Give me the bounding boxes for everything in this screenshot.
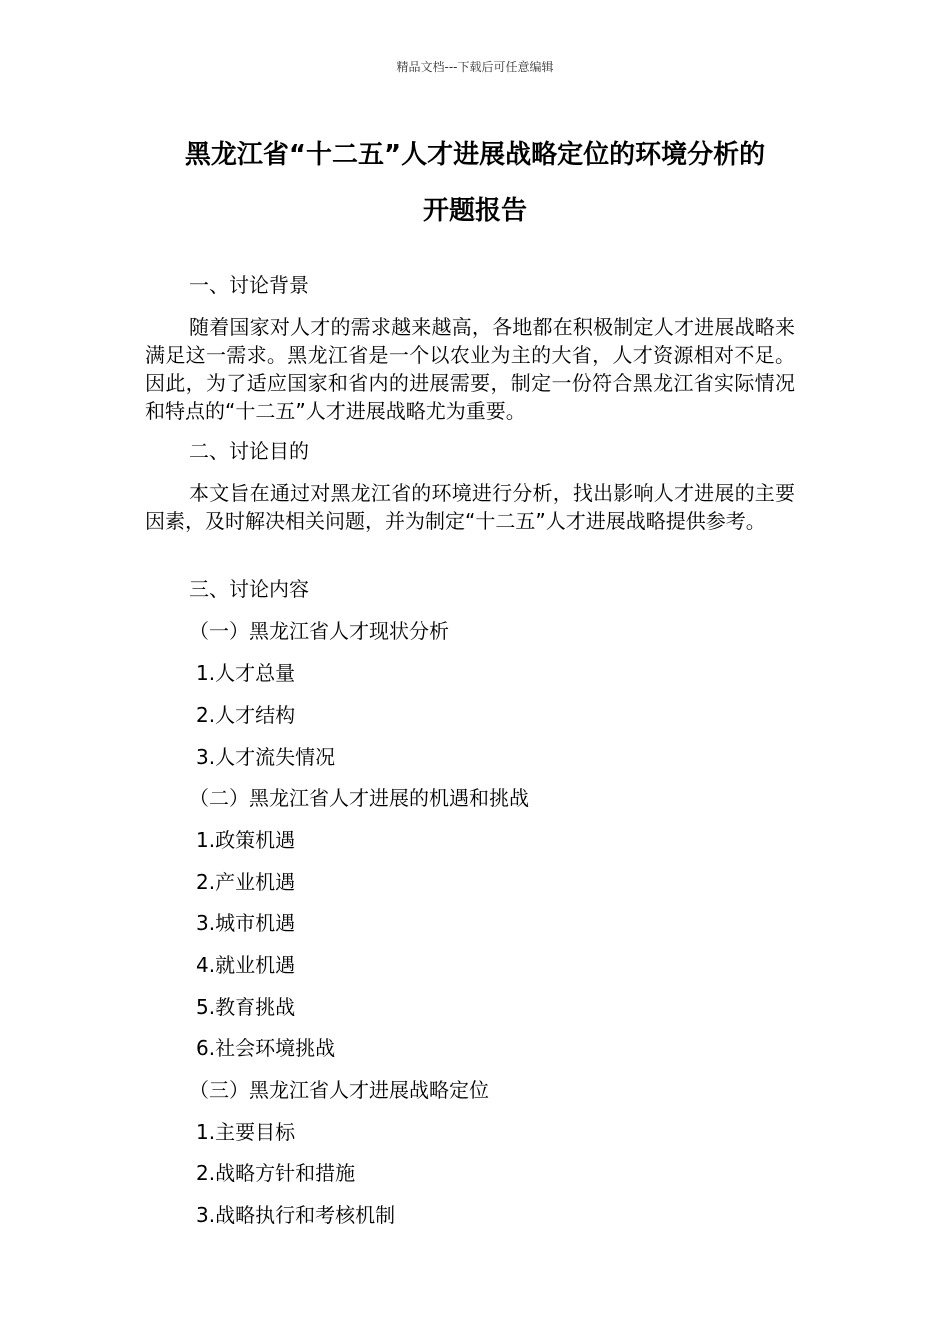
subsection-title-strategy: （三）黑龙江省人才进展战略定位 xyxy=(189,1078,489,1102)
paragraph-background: 随着国家对人才的需求越来越高，各地都在积极制定人才进展战略来满足这一需求。黑龙江省是一个以农业为主的大省，人才资源相对不足。因此，为了适应国家和省内的进展需要，制定一份符合黑龙江省实际情况和特点的“十二五”人才进展战略尤为重要。 xyxy=(145,315,795,423)
list-item: 1.人才总量 xyxy=(196,661,296,685)
list-item: 1.主要目标 xyxy=(196,1120,296,1144)
list-item: 1.政策机遇 xyxy=(196,828,296,852)
section-heading-purpose: 二、讨论目的 xyxy=(189,439,309,463)
section-heading-content: 三、讨论内容 xyxy=(189,577,309,601)
list-item: 3.人才流失情况 xyxy=(196,745,336,769)
subsection-title-status: （一）黑龙江省人才现状分析 xyxy=(189,619,449,643)
list-item: 3.战略执行和考核机制 xyxy=(196,1203,396,1227)
header-note: 精品文档---下载后可任意编辑 xyxy=(396,60,554,74)
document-title-line-2: 开题报告 xyxy=(422,196,527,226)
list-item: 2.战略方针和措施 xyxy=(196,1161,356,1185)
paragraph-purpose: 本文旨在通过对黑龙江省的环境进行分析，找出影响人才进展的主要因素，及时解决相关问题，并为制定“十二五”人才进展战略提供参考。 xyxy=(145,481,795,533)
list-item: 2.产业机遇 xyxy=(196,870,296,894)
list-item: 3.城市机遇 xyxy=(196,911,296,935)
list-item: 6.社会环境挑战 xyxy=(196,1036,336,1060)
list-item: 4.就业机遇 xyxy=(196,953,296,977)
document-title-line-1: 黑龙江省“十二五”人才进展战略定位的环境分析的 xyxy=(184,140,766,170)
subsection-title-opportunities: （二）黑龙江省人才进展的机遇和挑战 xyxy=(189,786,529,810)
list-item: 5.教育挑战 xyxy=(196,995,296,1019)
list-item: 2.人才结构 xyxy=(196,703,296,727)
section-heading-background: 一、讨论背景 xyxy=(189,273,309,297)
